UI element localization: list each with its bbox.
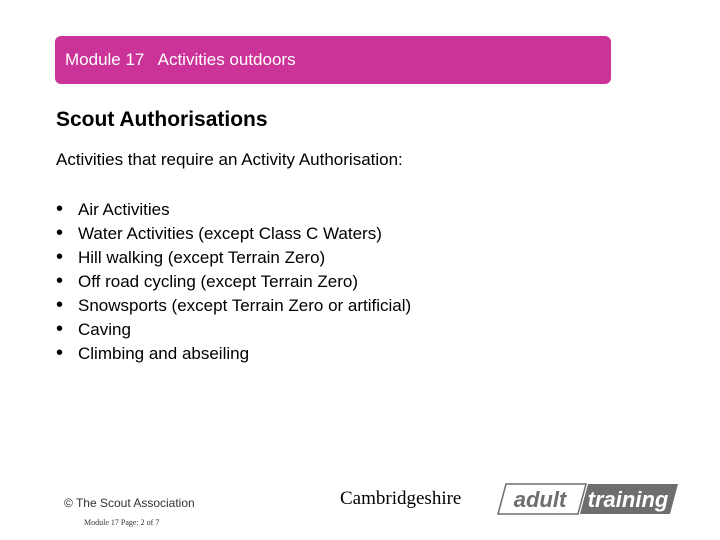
list-item-label: Snowsports (except Terrain Zero or artificial) [78, 296, 412, 315]
logo-word-training: training [587, 487, 669, 512]
bullet-icon: • [56, 318, 64, 340]
bullet-icon: • [56, 222, 64, 244]
list-item [56, 270, 411, 294]
list-item-label: Caving [78, 320, 131, 339]
list-item [56, 198, 411, 222]
bullet-icon: • [56, 198, 64, 220]
bullet-icon: • [56, 342, 64, 364]
list-item-label: Off road cycling (except Terrain Zero) [78, 272, 358, 291]
list-item-label: Climbing and abseiling [78, 344, 250, 363]
list-item-label: Water Activities (except Class C Waters) [78, 224, 382, 243]
copyright-notice: © The Scout Association [64, 496, 195, 510]
page-number: Module 17 Page: 2 of 7 [84, 518, 160, 527]
list-item [56, 222, 411, 246]
adult-training-logo [496, 478, 680, 520]
banner-title: Module 17 Activities outdoors [65, 50, 296, 69]
bullet-icon: • [56, 270, 64, 292]
bullet-icon: • [56, 294, 64, 316]
page-title: Scout Authorisations [56, 108, 268, 131]
list-item [56, 246, 411, 270]
list-item-label: Hill walking (except Terrain Zero) [78, 248, 326, 267]
list-item [56, 342, 411, 366]
module-banner [55, 36, 611, 84]
activity-list [56, 198, 411, 366]
logo-word-adult: adult [513, 487, 567, 512]
intro-text: Activities that require an Activity Authorisation: [56, 150, 403, 169]
list-item [56, 294, 411, 318]
list-item [56, 318, 411, 342]
county-name: Cambridgeshire [340, 488, 462, 509]
bullet-icon: • [56, 246, 64, 268]
list-item-label: Air Activities [78, 200, 170, 219]
